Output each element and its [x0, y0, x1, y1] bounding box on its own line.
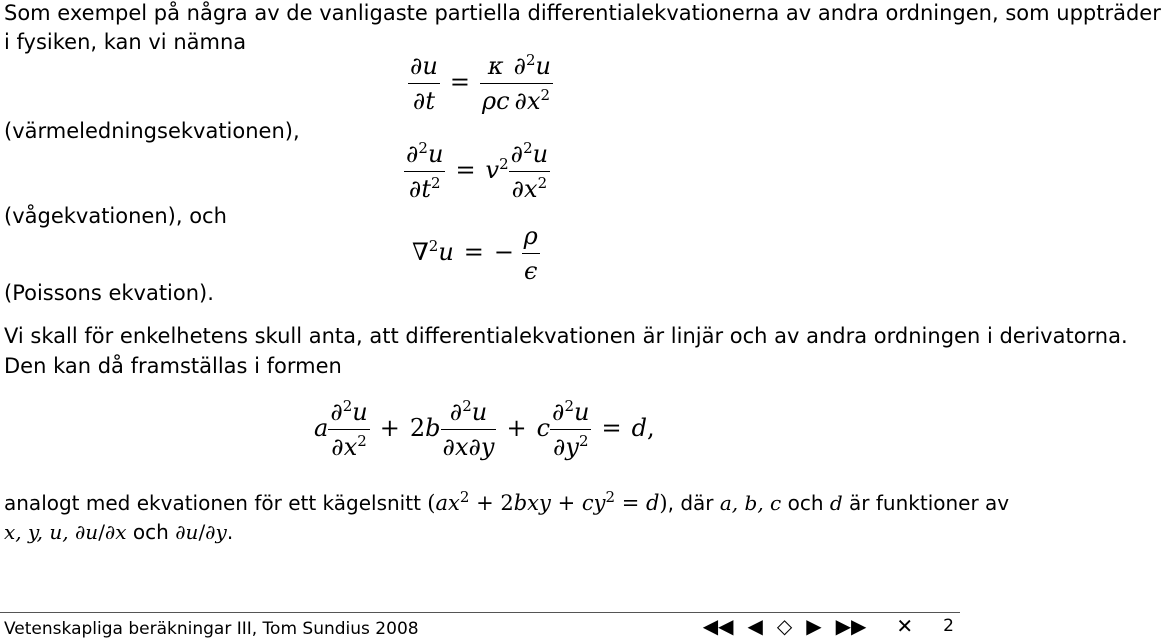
- heat-equation: $\frac{\partial u}{\partial t}$ = $\frac{\kappa}{\rho c}$ $\frac{\partial^2u}{\partial x^2}$: [410, 51, 551, 115]
- para3-line-2: x, y, u, ∂u/∂x och ∂u/∂y.: [4, 520, 234, 544]
- para3-line2-och: och: [132, 520, 169, 544]
- wave-equation: $\frac{\partial^2u}{\partial t^2}$ = $v^2$ $\frac{\partial^2u}{\partial x^2}$: [406, 139, 549, 203]
- next-page-icon[interactable]: ▶: [806, 614, 822, 638]
- para3-line-1: analogt med ekvationen för ett kägelsnitt $(ax^2 + 2bxy + cy^2 = d)$, där a, b, c och d är funktioner av: [4, 488, 1010, 515]
- home-icon[interactable]: ◇: [776, 614, 793, 638]
- previous-page-icon[interactable]: ◀: [747, 614, 763, 638]
- page-number: 2: [943, 616, 954, 636]
- para2-line-2: Den kan då framställas i formen: [4, 354, 342, 378]
- first-page-icon[interactable]: ◀◀: [702, 614, 734, 638]
- para3-mid: , där: [667, 491, 714, 515]
- para2-line-1: Vi skall för enkelhetens skull anta, att differentialekvationen är linjär och av andra ordningen i derivatorna.: [4, 324, 1128, 348]
- para3-post: är funktioner av: [849, 491, 1010, 515]
- para3-och: och: [787, 491, 824, 515]
- label-poisson: (Poissons ekvation).: [4, 281, 214, 305]
- close-icon[interactable]: ✕: [896, 614, 914, 638]
- navigation-bar: [689, 612, 960, 640]
- intro-line-1: Som exempel på några av de vanligaste partiella differentialekvationerna av andra ordningen, som uppträder: [4, 1, 1161, 25]
- last-page-icon[interactable]: ▶▶: [835, 614, 867, 638]
- label-wave: (vågekvationen), och: [4, 204, 227, 228]
- intro-line-2: i fysiken, kan vi nämna: [4, 30, 247, 54]
- label-heat: (värmeledningsekvationen),: [4, 119, 300, 143]
- footer-text: Vetenskapliga beräkningar III, Tom Sundius 2008: [4, 619, 419, 639]
- general-pde-equation: a $\frac{\partial^2u}{\partial x^2}$ + 2b $\frac{\partial^2u}{\partial x\partial y}$ + c $\frac{\partial^2u}{\partial y^2}$ = d,: [314, 397, 655, 461]
- poisson-equation: ∇$^2$u = − $\frac{\rho}{\epsilon}$: [412, 222, 538, 285]
- para3-pre: analogt med ekvationen för ett kägelsnitt: [4, 491, 421, 515]
